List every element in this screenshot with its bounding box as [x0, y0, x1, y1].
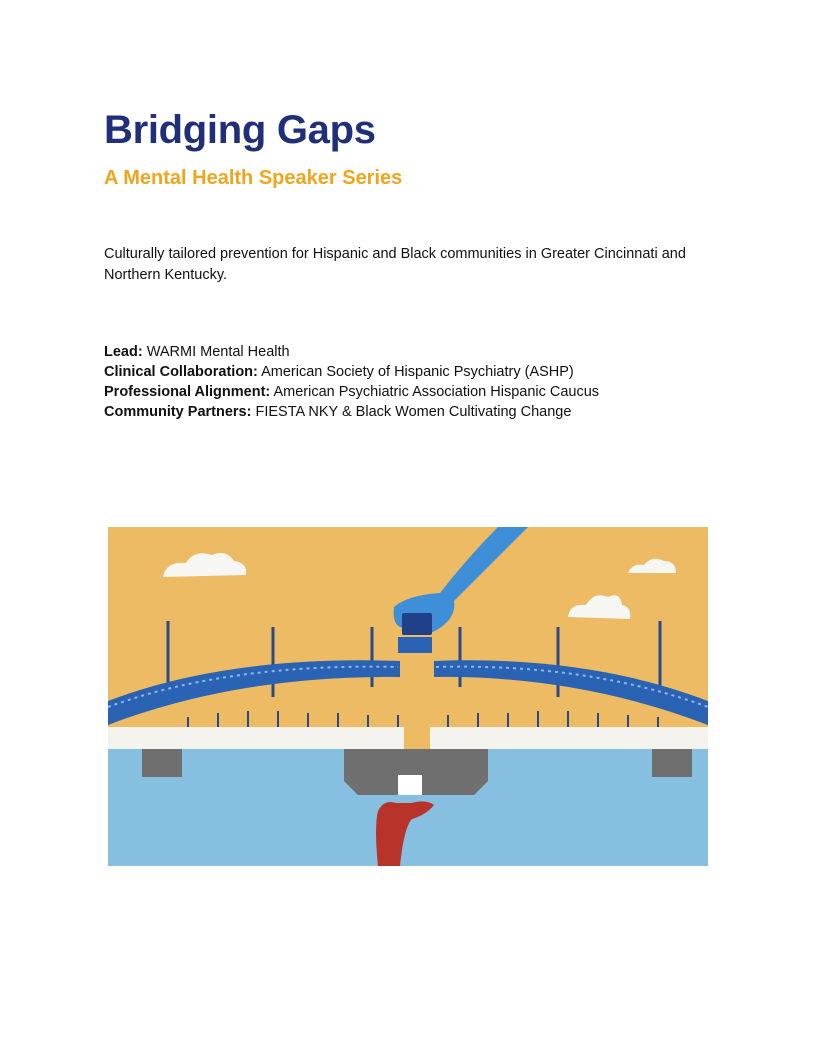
credit-label: Community Partners: — [104, 404, 252, 420]
pier-left — [142, 749, 182, 777]
credit-professional-alignment — [104, 382, 599, 402]
credits-list — [104, 342, 599, 422]
bridge-deck-left — [108, 727, 404, 749]
page-subtitle: A Mental Health Speaker Series — [104, 167, 403, 189]
bridge-deck-right — [430, 727, 708, 749]
credit-value: American Psychiatric Association Hispanic Caucus — [273, 384, 600, 400]
pier-right — [652, 749, 692, 777]
bridge-illustration — [108, 527, 708, 866]
credit-community-partners — [104, 402, 599, 422]
intro-paragraph: Culturally tailored prevention for Hispanic and Black communities in Greater Cincinnati and Northern Kentucky. — [104, 246, 686, 283]
credit-label: Clinical Collaboration: — [104, 364, 258, 380]
credit-value: American Society of Hispanic Psychiatry (ASHP) — [261, 364, 574, 380]
credit-value: FIESTA NKY & Black Women Cultivating Change — [255, 404, 572, 420]
credit-label: Lead: — [104, 344, 143, 360]
credit-value: WARMI Mental Health — [146, 344, 290, 360]
credit-clinical-collaboration — [104, 362, 599, 382]
page-title: Bridging Gaps — [104, 108, 376, 152]
credit-lead — [104, 342, 599, 362]
credit-label: Professional Alignment: — [104, 384, 271, 400]
